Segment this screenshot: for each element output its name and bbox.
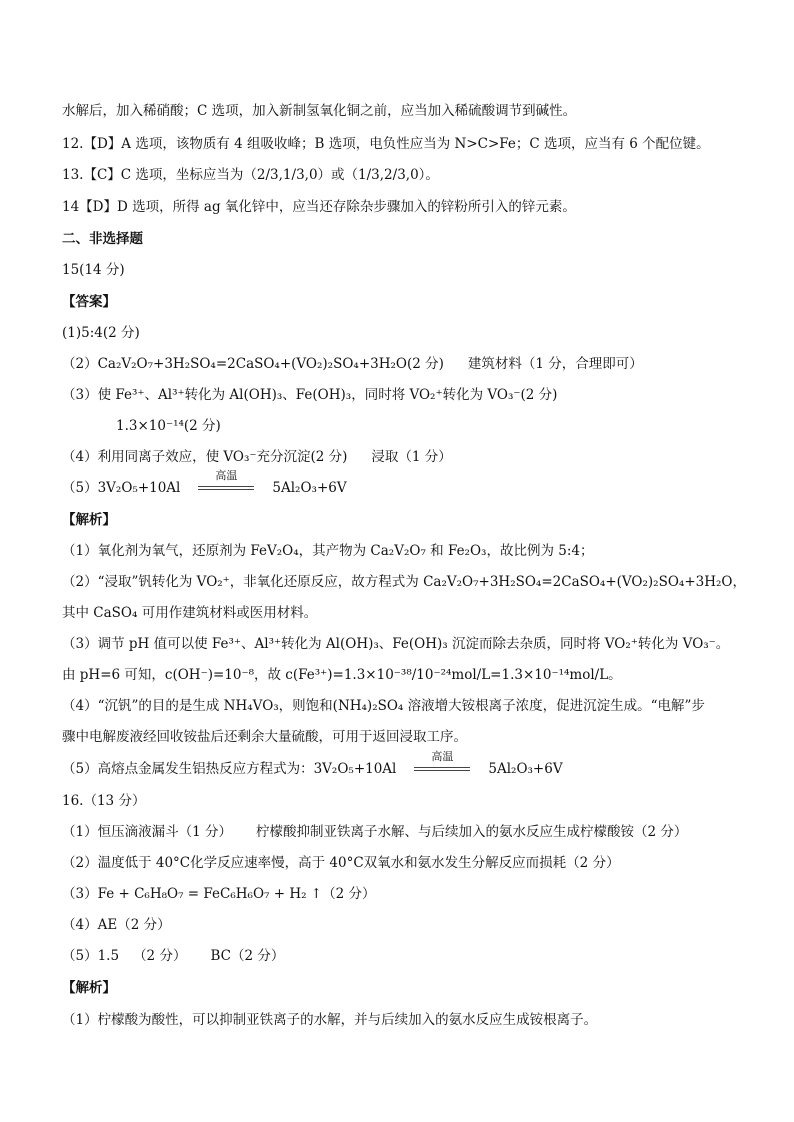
- answer-15-4: [62, 447, 754, 467]
- equation-left: （5）高熔点金属发生铝热反应方程式为：3V₂O₅+10Al: [62, 761, 397, 777]
- question-16-header: 16.（13 分）: [62, 793, 146, 809]
- answer-label: 【答案】: [62, 294, 116, 310]
- analysis-15-3-cont: 由 pH=6 可知，c(OH⁻)=10⁻⁸，故 c(Fe³⁺)=1.3×10⁻³⁸/10⁻²⁴mol/L=1.3×10⁻¹⁴mol/L。: [62, 667, 622, 683]
- reaction-condition-arrow: [194, 469, 258, 498]
- equation-left: （5）3V₂O₅+10Al: [62, 480, 181, 496]
- analysis-15-2-cont: 其中 CaSO₄ 可用作建筑材料或医用材料。: [62, 605, 318, 621]
- answer-15-2: [62, 354, 754, 374]
- answer-16-5: [62, 946, 754, 966]
- answer-15-3-value: 1.3×10⁻¹⁴(2 分): [116, 418, 221, 434]
- answer-15-4-text: （4）利用同离子效应，使 VO₃⁻充分沉淀(2 分): [62, 449, 348, 465]
- answer-16-1-text: （1）恒压滴液漏斗（1 分）: [62, 824, 232, 840]
- analysis-15-4: （4）“沉钒”的目的是生成 NH₄VO₃，则饱和(NH₄)₂SO₄ 溶液增大铵根离子浓度，促进沉淀生成。“电解”步: [62, 698, 705, 714]
- answer-16-5-note: BC（2 分）: [210, 948, 285, 964]
- question-15-header: 15(14 分): [62, 262, 125, 278]
- answer-16-1-note: 柠檬酸抑制亚铁离子水解、与后续加入的氨水反应生成柠檬酸铵（2 分）: [255, 824, 688, 840]
- answer-16-1: [62, 822, 754, 842]
- answer-13: 13.【C】C 选项，坐标应当为（2/3,1/3,0）或（1/3,2/3,0）。: [62, 167, 439, 183]
- analysis-label: 【解析】: [62, 512, 116, 528]
- answer-16-4: （4）AE（2 分）: [62, 917, 171, 933]
- equation-right: 5Al₂O₃+6V: [488, 761, 563, 777]
- analysis-15-2: （2）“浸取”钒转化为 VO₂⁺，非氧化还原反应，故方程式为 Ca₂V₂O₇+3H₂SO₄=2CaSO₄+(VO₂)₂SO₄+3H₂O，: [62, 574, 746, 590]
- answer-16-2: （2）温度低于 40°C化学反应速率慢，高于 40°C双氧水和氨水发生分解反应而损耗（2 分）: [62, 855, 620, 871]
- analysis-15-4-cont: 骤中电解废液经回收铵盐后还剩余大量硫酸，可用于返回浸取工序。: [62, 729, 467, 745]
- answer-15-3: （3）使 Fe³⁺、Al³⁺转化为 Al(OH)₃、Fe(OH)₃，同时将 VO₂⁺转化为 VO₃⁻(2 分): [62, 387, 558, 403]
- reaction-condition: 高温: [215, 469, 238, 482]
- answer-15-4-note: 浸取（1 分）: [371, 449, 452, 465]
- answer-12: 12.【D】A 选项，该物质有 4 组吸收峰；B 选项，电负性应当为 N>C>Fe；C 选项，应当有 6 个配位键。: [62, 136, 710, 152]
- reaction-condition: 高温: [431, 750, 454, 763]
- analysis-15-1: （1）氧化剂为氧气，还原剂为 FeV₂O₄，其产物为 Ca₂V₂O₇ 和 Fe₂O₃，故比例为 5:4；: [62, 543, 594, 559]
- analysis-15-5: [62, 750, 754, 779]
- equation-right: 5Al₂O₃+6V: [272, 480, 347, 496]
- answer-14: 14【D】D 选项，所得 ag 氧化锌中，应当还存除杂步骤加入的锌粉所引入的锌元素。: [62, 199, 576, 215]
- section-heading: 二、非选择题: [62, 231, 143, 247]
- reaction-condition-arrow: [410, 750, 474, 779]
- answer-16-5-score: （2 分）: [133, 948, 187, 964]
- answer-15-1: (1)5:4(2 分): [62, 325, 140, 341]
- answer-15-5: [62, 469, 754, 498]
- answer-16-3: （3）Fe + C₆H₈O₇ = FeC₆H₆O₇ + H₂ ↑（2 分）: [62, 886, 376, 902]
- answer-16-5-text: （5）1.5: [62, 948, 120, 964]
- analysis-16-1: （1）柠檬酸为酸性，可以抑制亚铁离子的水解，并与后续加入的氨水反应生成铵根离子。: [62, 1012, 598, 1028]
- text-line: 水解后，加入稀硝酸；C 选项，加入新制氢氧化铜之前，应当加入稀硫酸调节到碱性。: [62, 103, 577, 119]
- answer-15-2-note: 建筑材料（1 分，合理即可）: [467, 356, 643, 372]
- analysis-label: 【解析】: [62, 980, 116, 996]
- answer-15-2-equation: （2）Ca₂V₂O₇+3H₂SO₄=2CaSO₄+(VO₂)₂SO₄+3H₂O(2 分): [62, 356, 444, 372]
- analysis-15-3: （3）调节 pH 值可以使 Fe³⁺、Al³⁺转化为 Al(OH)₃、Fe(OH)₃ 沉淀而除去杂质，同时将 VO₂⁺转化为 VO₃⁻。: [62, 636, 730, 652]
